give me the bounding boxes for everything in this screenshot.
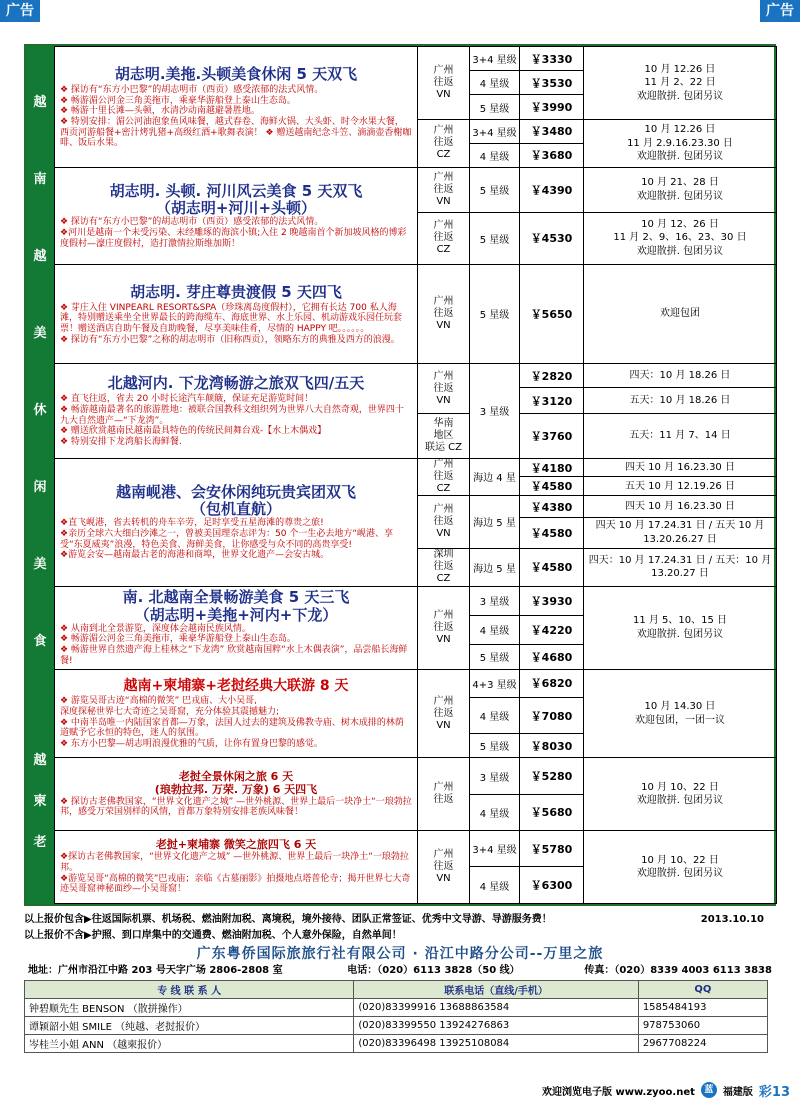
star-cell: 3+4 星级 [470,47,520,71]
star-cell: 4 星级 [470,867,520,904]
tour-subtitle: (琅勃拉邦. 万荣. 万象) 6 天四飞 [154,782,318,796]
date-cell: 10 月 21、28 日 欢迎散拼. 包团另议 [584,168,777,212]
route-cell: 广州 往返 VN [418,586,470,669]
tour-line: ❖游览会安—越南最古老的海港和商埠，世界文化遗产—会安古城。 [60,550,330,561]
tour-title: 北越河内. 下龙湾畅游之旅双飞四/五天 [107,374,365,393]
star-cell: 5 星级 [470,644,520,669]
date-cell: 10 月 10、22 日 欢迎散拼. 包团另议 [584,758,777,831]
tour-title: 老挝全景休闲之旅 6 天 [178,769,294,783]
date-cell: 四天 10 月 17.24.31 日 / 五天 10 月 13.20.26.27 日 [584,518,777,548]
tour-title: 胡志明. 头顿. 河川风云美食 5 天双飞 [109,181,363,200]
star-cell: 4 星级 [470,615,520,644]
price-cell: ￥3930 [520,586,584,615]
route-cell: 广州 往返 [418,758,470,831]
star-cell: 4 星级 [470,143,520,167]
region-char: 闲 [33,480,47,495]
price-cell: ￥3330 [520,47,584,71]
company-phone: 电话：（020）6113 3828（50 线） [347,965,520,976]
price-cell: ￥4390 [520,168,584,212]
footer [24,912,776,1053]
contact-name: 岑桂兰小姐 ANN （越柬报价） [25,1035,354,1053]
tour-line: ❖ 东方小巴黎—胡志明浪漫优雅的气质，让你有置身巴黎的感觉。 [60,738,323,749]
price-cell: ￥2820 [520,363,584,387]
date-cell: 欢迎包团 [584,264,777,363]
tour-description [55,758,418,831]
contact-table [24,980,768,1053]
star-cell: 4+3 星级 [470,669,520,697]
price-cell: ￥4580 [520,477,584,496]
tour-description [55,264,418,363]
region-char: 越 [33,95,47,110]
route-cell: 华南 地区 联运 CZ [418,414,470,458]
tour-line: ❖探访古老佛教国家，“世界文化遗产之城” —世外桃源、世界上最后一块净土“一琅勃拉邦。 [60,852,409,873]
price-cell: ￥5780 [520,831,584,867]
route-cell: 广州 往返 CZ [418,458,470,495]
price-cell: ￥3530 [520,71,584,95]
tour-line: 深度探秘世界七大奇迹之吴哥窟，充分体验其震撼魅力; [60,706,280,717]
region-char: 美 [33,326,47,341]
tour-description [55,586,418,669]
contact-name: 谭颖韶小姐 SMILE （纯越、老挝报价） [25,1017,354,1035]
tour-description [55,458,418,586]
date-cell: 10 月 12、26 日 11 月 2、9、16、23、30 日 欢迎散拼. 包团另议 [584,212,777,264]
contact-row [25,999,768,1017]
region-char: 南 [33,172,47,187]
contact-qq: 978753060 [638,1017,767,1035]
price-cell: ￥5280 [520,758,584,794]
company-fax: 传真：（020）8339 4003 6113 3838 [584,965,772,976]
route-cell: 广州 往返 VN [418,363,470,413]
tour-title: 南. 北越南全景畅游美食 5 天三飞 [122,588,350,607]
ad-tag-right: 广告 [760,0,800,22]
tour-line: ❖ 赠送欣赏越南民越南最具特色的传统民间舞台戏-【水上木偶戏】 [60,426,327,437]
region-char: 美 [33,557,47,572]
tour-line: ❖ 畅游十里长滩—头顿，水清沙动南越避暑胜地。 [60,106,260,117]
page-number: 彩13 [758,1084,790,1100]
price-cell: ￥4580 [520,548,584,586]
tour-line: ❖直飞岘港，省去转机的舟车辛劳，足时享受五星海滩的尊贵之旅! [60,518,324,529]
contact-header: 专 线 联 系 人 [25,981,354,999]
date-cell: 10 月 12.26 日 11 月 2.9.16.23.30 日 欢迎散拼. 包团另议 [584,119,777,167]
price-cell: ￥6300 [520,867,584,904]
date-cell: 10 月 10、22 日 欢迎散拼. 包团另议 [584,831,777,904]
route-cell: 广州 往返 VN [418,669,470,758]
star-cell: 3 星级 [470,363,520,458]
company-address-line [24,964,776,978]
contact-header: QQ [638,981,767,999]
price-cell: ￥4220 [520,615,584,644]
price-cell: ￥6820 [520,669,584,697]
date-cell: 四天 10 月 16.23.30 日 [584,496,777,518]
price-cell: ￥3120 [520,388,584,414]
contact-phone: (020)83399916 13688863584 [354,999,638,1017]
region-column-vietnam [26,46,54,694]
table-row [55,47,777,71]
tour-line: ❖ 探访古老佛教国家，“世界文化遗产之城” —世外桃源、世界上最后一块净土“一琅勃拉邦，感受万荣国别样的风情，首都万象特别安排老族风味餐！ [60,796,412,818]
price-cell: ￥4180 [520,458,584,477]
price-cell: ￥3990 [520,95,584,119]
route-cell: 深圳 往返 CZ [418,548,470,586]
tour-subtitle: （胡志明+美拖+河内+下龙） [134,605,338,624]
tour-subtitle: （胡志明+河川+头顿） [155,199,317,218]
route-cell: 广州 往返 VN [418,168,470,212]
contact-name: 钟碧顺先生 BENSON （散拼操作） [25,999,354,1017]
tour-line: ❖河川是越南一个未受污染、未经雕琢的海滨小镇;入住 2 晚越南首个新加坡风格的博彩度假村—濠庄度假村，造打激情拉斯维加斯！ [60,227,407,249]
company-name: 广东粤侨国际旅旅行社有限公司 · 沿江中路分公司--万里之旅 [24,944,776,964]
tour-description [55,831,418,904]
price-cell: ￥7080 [520,697,584,733]
page-footer [0,1080,800,1100]
route-cell: 广州 往返 VN [418,264,470,363]
star-cell: 4 星级 [470,697,520,733]
region-char: 柬 [33,793,47,809]
star-cell: 3 星级 [470,586,520,615]
contact-row [25,1035,768,1053]
contact-header: 联系电话（直线/手机） [354,981,638,999]
company-address: 地址：广州市沿江中路 203 号天字广场 2806-2808 室 [28,965,283,976]
route-cell: 广州 往返 CZ [418,212,470,264]
price-cell: ￥3680 [520,143,584,167]
region-char: 越 [33,752,47,768]
price-cell: ￥4680 [520,644,584,669]
star-cell: 海边 4 星 [470,458,520,495]
price-cell: ￥4580 [520,518,584,548]
price-cell: ￥3480 [520,119,584,143]
date-cell: 四天：10 月 18.26 日 [584,363,777,387]
logo-icon: 蓝 [701,1082,717,1098]
tour-title: 越南+柬埔寨+老挝经典大联游 8 天 [123,677,349,694]
tour-line: ❖ 中南半岛唯一内陆国家首都—万象，法国人过去的建筑及佛教寺庙、树木成排的林荫道赋予它永恒的特色，迷人的氛围。 [60,717,404,739]
star-cell: 3 星级 [470,758,520,794]
tour-title: 胡志明. 芽庄尊贵渡假 5 天四飞 [130,282,342,301]
tour-line: ❖ 从南到北全景游览，深度体会越南民族风情。 [60,623,251,634]
tour-line: ❖ 探访有“东方小巴黎”之称的胡志明市（旧称西贡），领略东方的典雅及西方的浪漫。 [60,334,400,345]
price-cell: ￥8030 [520,734,584,758]
route-cell: 广州 往返 VN [418,47,470,120]
contact-qq: 1585484193 [638,999,767,1017]
contact-row [25,1017,768,1035]
contact-phone: (020)83399550 13924276863 [354,1017,638,1035]
contact-phone: (020)83396498 13925108084 [354,1035,638,1053]
tour-title: 越南岘港、会安休闲纯玩贵宾团双飞 [115,482,356,501]
tour-line: ❖ 畅游湄公河金三角美拖市，乘豪华游船登上泰山生态岛。 [60,634,296,645]
tour-line: ❖ 畅游湄公河金三角美拖市，乘豪华游船登上泰山生态岛。 [60,95,296,106]
route-cell: 广州 往返 CZ [418,119,470,167]
date-cell: 五天：10 月 18.26 日 [584,388,777,414]
route-cell: 广州 往返 VN [418,831,470,904]
star-cell: 海边 5 星 [470,548,520,586]
tour-line: ❖ 探访有“东方小巴黎”的胡志明市（西贡）感受浓郁的法式风情。 [60,85,324,96]
price-cell: ￥3760 [520,414,584,458]
star-cell: 5 星级 [470,168,520,212]
price-cell: ￥4530 [520,212,584,264]
edition-label: 福建版 [722,1086,753,1098]
tour-line: ❖ 畅游越南最著名的旅游胜地：被联合国教科文组织列为世界八大自然奇观，世界四十九大自然遗产—“下龙湾”。 [60,404,404,426]
date-cell: 五天：11 月 7、14 日 [584,414,777,458]
tour-description [55,363,418,458]
contact-qq: 2967708224 [638,1035,767,1053]
date-cell: 11 月 5、10、15 日 欢迎散拼. 包团另议 [584,586,777,669]
price-excludes: 以上报价不含▶护照、到口岸集中的交通费、燃油附加税、个人意外保险，自然单间！ [24,930,402,941]
star-cell: 3+4 星级 [470,831,520,867]
star-cell: 5 星级 [470,734,520,758]
tour-line: ❖亲历全球六大细白沙滩之一，曾被美国理奈志评为：50 个一生必去地方“岘港、享受“东夏威夷”浪漫，特色美食、海鲜美食，让你感受与众不同的高贵享受! [60,529,394,550]
star-cell: 5 星级 [470,212,520,264]
region-char: 越 [33,249,47,264]
tour-price-table [54,46,777,904]
tour-line: ❖ 直飞往返，省去 20 小时长途汽车颠簸，保证充足游览时间！ [60,394,314,405]
tour-line: ❖ 特别安排：湄公河油泡象鱼风味餐，越式春卷、海鲜火锅、大头虾、时令水果大餐，西贡河游船餐+密汁烤乳猪+高级红酒+歌舞表演！ ❖ 赠送越南纪念斗笠、滴滴壶香榭咖啡、饭后水果。 [60,117,412,149]
region-char: 老 [33,834,47,850]
date-cell: 四天：10 月 17.24.31 日 / 五天：10 月 13.20.27 日 [584,548,777,586]
ad-tag-left: 广告 [0,0,40,22]
issue-date: 2013.10.10 [700,914,764,925]
tour-subtitle: （包机直航） [190,500,281,519]
website-text: 欢迎浏览电子版 www.zyoo.net [541,1086,695,1098]
route-cell: 广州 往返 VN [418,496,470,548]
star-cell: 4 星级 [470,794,520,830]
price-cell: ￥5680 [520,794,584,830]
tour-line: ❖ 芽庄入住 VINPEARL RESORT&SPA（珍珠离岛度假村），它拥有长达 700 私人海滩，特别赠送乘坐全世界最长的跨海缆车、海底世界、水上乐园、机动游戏乐园任玩套票！赠送酒店自助午餐及自助晚餐，尽享美味佳肴，尽情的 HAPPY 吧。。。。。。 [60,302,403,334]
star-cell: 5 星级 [470,264,520,363]
price-cell: ￥5650 [520,264,584,363]
tour-line: ❖ 畅游世界自然遗产海上桂林之“下龙湾” 欣赏越南国粹“水上木偶表演”，品尝船长海鲜餐! [60,645,408,666]
region-column-laos [26,694,54,904]
date-cell: 五天 10 月 12.19.26 日 [584,477,777,496]
tour-title: 老挝+柬埔寨 微笑之旅四飞 6 天 [155,838,317,852]
date-cell: 四天 10 月 16.23.30 日 [584,458,777,477]
tour-description [55,168,418,265]
star-cell: 4 星级 [470,71,520,95]
star-cell: 3+4 星级 [470,119,520,143]
tour-line: ❖ 探访有“东方小巴黎”的胡志明市（西贡）感受浓郁的法式风情。 [60,217,324,228]
price-cell: ￥4380 [520,496,584,518]
region-char: 食 [33,634,47,649]
tour-line: ❖游览吴哥“高棉的微笑”巴戎庙；亲临《古墓丽影》拍摄地点塔普伦寺；揭开世界七大奇迹吴哥窟神秘面纱—小吴哥窟！ [60,873,411,895]
tour-description [55,669,418,758]
region-char: 休 [33,403,47,418]
tour-title: 胡志明.美拖.头顿美食休闲 5 天双飞 [114,65,358,84]
star-cell: 海边 5 星 [470,496,520,548]
tour-line: ❖ 特别安排下龙湾船长海鲜餐. [60,436,182,447]
date-cell: 10 月 14.30 日 欢迎包团，一团一议 [584,669,777,758]
price-includes: 以上报价包含▶往返国际机票、机场税、燃油附加税、离境税，境外接待、团队正常签证、优秀中文导游、导游服务费！ 2013.10.10 [24,912,776,928]
tour-line: ❖ 游览吴哥古迹“高棉的微笑” 巴戎庙、大小吴哥, [60,696,257,707]
tour-table-frame [24,44,776,906]
date-cell: 10 月 12.26 日 11 月 2、22 日 欢迎散拼. 包团另议 [584,47,777,120]
star-cell: 5 星级 [470,95,520,119]
tour-description [55,47,418,168]
